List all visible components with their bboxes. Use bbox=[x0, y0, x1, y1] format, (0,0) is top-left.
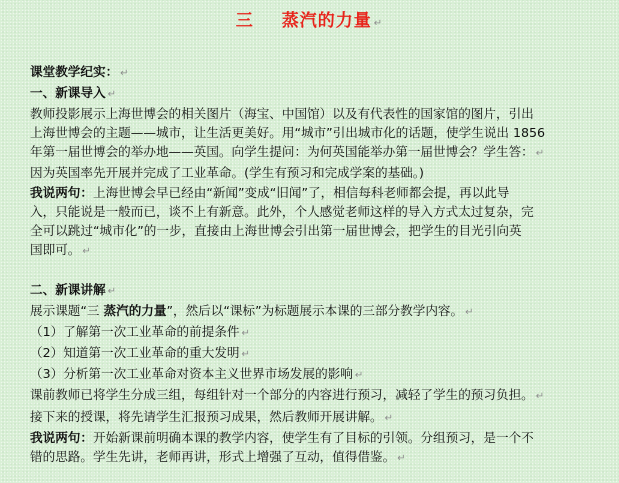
line-text: 国即可。 bbox=[30, 241, 81, 257]
bold-label: 蒸汽的力量 bbox=[103, 303, 167, 319]
bold-label: 一、新课导入 bbox=[30, 85, 106, 101]
bold-label: 我说两句： bbox=[30, 429, 93, 445]
document-body bbox=[30, 62, 613, 468]
text-line bbox=[30, 240, 613, 261]
line-text: 因为英国率先开展并完成了工业革命。(学生有预习和完成学案的基础。) bbox=[30, 165, 424, 181]
text-line bbox=[30, 104, 613, 123]
paragraph-mark-icon: ↵ bbox=[107, 285, 116, 297]
text-line bbox=[30, 343, 613, 364]
paragraph-mark-icon: ↵ bbox=[373, 18, 384, 29]
text-line bbox=[30, 123, 613, 142]
text-line bbox=[30, 407, 613, 428]
paragraph-mark-icon: ↵ bbox=[384, 412, 394, 424]
text-line bbox=[30, 428, 613, 447]
line-text: 课前教师已将学生分成三组，每组针对一个部分的内容进行预习，减轻了学生的预习负担。 bbox=[30, 387, 534, 403]
line-text: 上海世博会的主题——城市，让生活更美好。用“城市”引出城市化的话题，使学生说出 1856 bbox=[30, 125, 546, 141]
paragraph-mark-icon: ↵ bbox=[120, 68, 129, 79]
paragraph-mark-icon: ↵ bbox=[241, 328, 250, 340]
paragraph-mark-icon: ↵ bbox=[107, 89, 116, 101]
line-text: 开始新课前明确本课的教学内容，使学生有了目标的引领。分组预习，是一个不 bbox=[92, 429, 534, 445]
line-text: （3）分析第一次工业革命对资本主义世界市场发展的影响 bbox=[30, 366, 353, 382]
lesson-title bbox=[0, 6, 619, 31]
line-text: 展示课题“三 bbox=[30, 303, 104, 319]
bold-label: 二、新课讲解 bbox=[30, 281, 106, 297]
paragraph-mark-icon: ↵ bbox=[397, 452, 406, 464]
bold-label: 课堂教学纪实： bbox=[30, 64, 119, 79]
paragraph-mark-icon: ↵ bbox=[82, 245, 91, 257]
text-line bbox=[30, 364, 613, 385]
paragraph-mark-icon: ↵ bbox=[535, 148, 545, 160]
line-text: ”，然后以“课标”为标题展示本课的三部分教学内容。 bbox=[166, 303, 464, 319]
paragraph-mark-icon: ↵ bbox=[465, 307, 474, 319]
text-line bbox=[30, 385, 613, 406]
text-line bbox=[30, 447, 613, 468]
text-line bbox=[30, 83, 613, 104]
paragraph-mark-icon: ↵ bbox=[535, 391, 545, 403]
line-text: 错的思路。学生先讲，老师再讲，形式上增强了互动，值得借鉴。 bbox=[30, 448, 396, 464]
bold-label: 我说两句： bbox=[30, 184, 93, 200]
line-text: 全可以跳过“城市化”的一步，直接由上海世博会引出第一届世博会，把学生的目光引向英 bbox=[30, 222, 522, 238]
line-text: 年第一届世博会的举办地——英国。向学生提问：为何英国能举办第一届世博会？学生答： bbox=[30, 144, 534, 160]
text-line bbox=[30, 301, 613, 322]
text-line bbox=[30, 202, 613, 221]
blank-line bbox=[30, 261, 613, 280]
line-text: （1）了解第一次工业革命的前提条件 bbox=[30, 324, 240, 340]
text-line bbox=[30, 280, 613, 301]
line-text: 教师投影展示上海世博会的相关图片（海宝、中国馆）以及有代表性的国家馆的图片，引出 bbox=[30, 106, 534, 122]
lesson-title-text: 蒸汽的力量 bbox=[281, 11, 372, 31]
line-text: 上海世博会早已经由“新闻”变成“旧闻”了，相信每科老师都会提，再以此导 bbox=[92, 184, 510, 200]
text-line bbox=[30, 221, 613, 240]
paragraph-mark-icon: ↵ bbox=[354, 370, 364, 382]
text-line bbox=[30, 183, 613, 202]
text-line bbox=[30, 163, 613, 182]
text-line bbox=[30, 322, 613, 343]
paragraph-mark-icon: ↵ bbox=[241, 349, 250, 361]
line-text: （2）知道第一次工业革命的重大发明 bbox=[30, 345, 240, 361]
line-text: 接下来的授课，将先请学生汇报预习成果，然后教师开展讲解。 bbox=[30, 408, 383, 424]
line-text: 入，只能说是一般而已，谈不上有新意。此外，个人感觉老师这样的导入方式太过复杂，完 bbox=[30, 203, 534, 219]
text-line bbox=[30, 142, 613, 163]
lesson-number: 三 bbox=[235, 11, 254, 31]
text-line bbox=[30, 62, 613, 83]
